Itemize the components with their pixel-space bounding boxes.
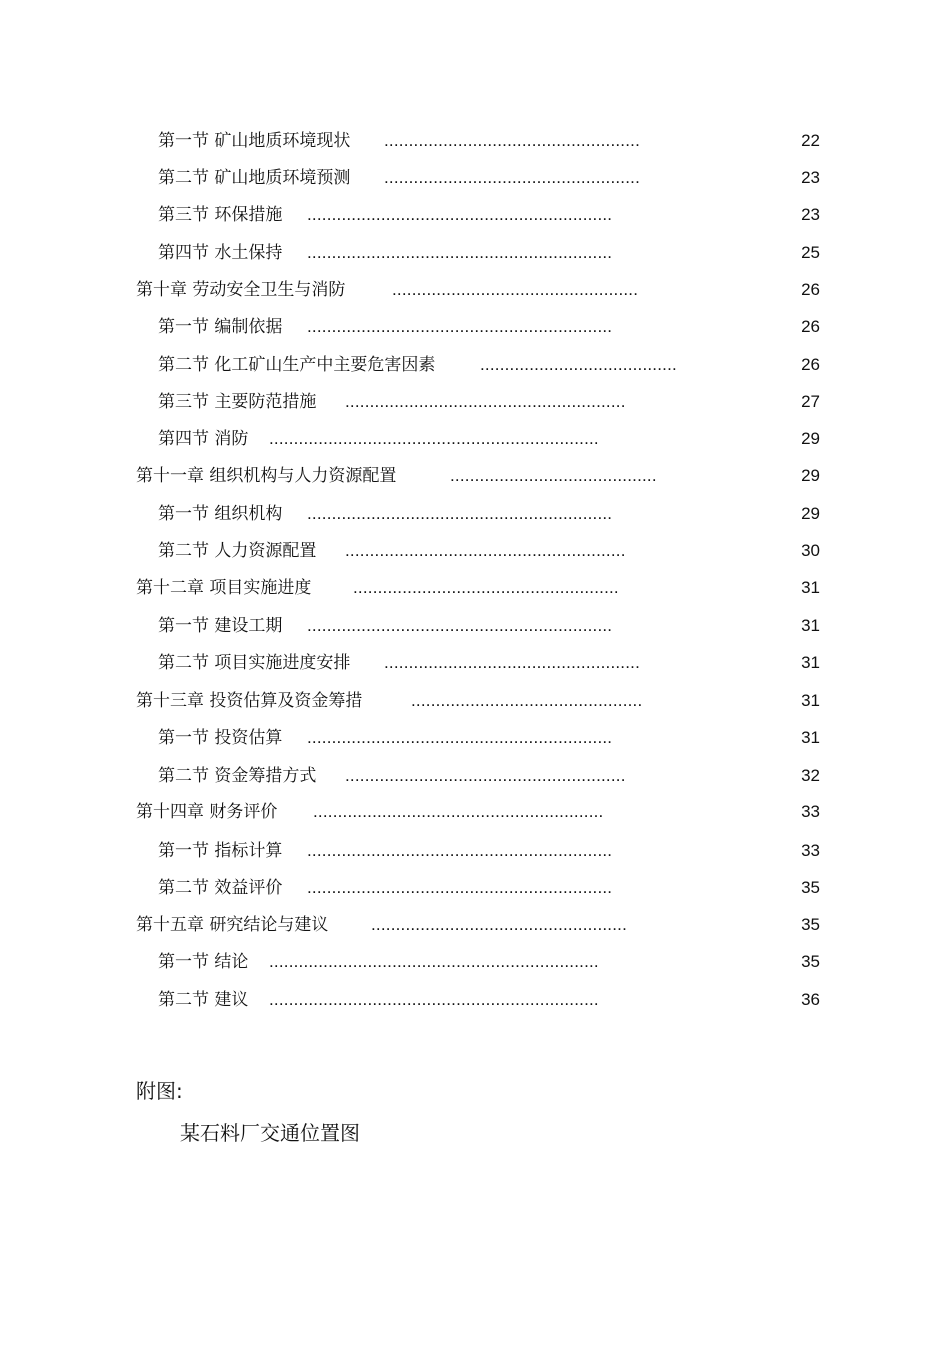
toc-entry-label: 第二节 资金筹措方式 <box>158 766 317 786</box>
toc-entry-label: 第十三章 投资估算及资金筹措 <box>136 691 363 711</box>
toc-entry-label: 第二节 化工矿山生产中主要危害因素 <box>158 355 436 375</box>
toc-entry-label: 第一节 结论 <box>158 952 249 972</box>
toc-entry[interactable] <box>0 611 950 641</box>
toc-leader-dots: .................................................. <box>392 280 639 299</box>
toc-entry[interactable] <box>0 947 950 977</box>
toc-page-number: 27 <box>801 392 820 411</box>
toc-leader-dots: .................................................... <box>384 131 641 150</box>
toc-leader-dots: .............................................................. <box>307 878 613 897</box>
toc-entry-label: 第十一章 组织机构与人力资源配置 <box>136 466 397 486</box>
toc-entry-label: 第二节 建议 <box>158 990 249 1010</box>
toc-entry[interactable] <box>0 499 950 529</box>
toc-entry-label: 第十章 劳动安全卫生与消防 <box>136 280 346 300</box>
toc-entry[interactable] <box>0 275 950 305</box>
toc-leader-dots: .............................................................. <box>307 243 613 262</box>
toc-page-number: 29 <box>801 466 820 485</box>
toc-leader-dots: .............................................................. <box>307 841 613 860</box>
toc-leader-dots: .............................................................. <box>307 504 613 523</box>
toc-entry-label: 第一节 指标计算 <box>158 841 283 861</box>
toc-page-number: 31 <box>801 691 820 710</box>
toc-entry[interactable] <box>0 797 950 827</box>
toc-entry-label: 第十五章 研究结论与建议 <box>136 915 329 935</box>
toc-page-number: 31 <box>801 728 820 747</box>
toc-page-number: 33 <box>801 802 820 821</box>
toc-entry[interactable] <box>0 836 950 866</box>
toc-entry-label: 第四节 消防 <box>158 429 249 449</box>
toc-entry-label: 第一节 建设工期 <box>158 616 283 636</box>
toc-page-number: 33 <box>801 841 820 860</box>
toc-leader-dots: ......................................................... <box>345 541 626 560</box>
toc-entry-label: 第一节 投资估算 <box>158 728 283 748</box>
toc-page-number: 30 <box>801 541 820 560</box>
toc-leader-dots: .............................................................. <box>307 616 613 635</box>
toc-entry[interactable] <box>0 873 950 903</box>
toc-leader-dots: ................................................................... <box>269 429 599 448</box>
toc-page-number: 26 <box>801 317 820 336</box>
toc-entry[interactable] <box>0 573 950 603</box>
toc-leader-dots: ......................................................... <box>345 392 626 411</box>
toc-entry[interactable] <box>0 200 950 230</box>
toc-entry-label: 第二节 项目实施进度安排 <box>158 653 351 673</box>
toc-page-number: 35 <box>801 952 820 971</box>
toc-page-number: 22 <box>801 131 820 150</box>
toc-page-number: 29 <box>801 504 820 523</box>
toc-entry[interactable] <box>0 985 950 1015</box>
toc-entry-label: 第一节 编制依据 <box>158 317 283 337</box>
toc-entry[interactable] <box>0 910 950 940</box>
toc-leader-dots: .............................................................. <box>307 728 613 747</box>
toc-page-number: 29 <box>801 429 820 448</box>
toc-leader-dots: ...................................................... <box>353 578 619 597</box>
toc-page-number: 32 <box>801 766 820 785</box>
toc-entry[interactable] <box>0 648 950 678</box>
toc-entry[interactable] <box>0 312 950 342</box>
toc-entry[interactable] <box>0 536 950 566</box>
toc-page-number: 26 <box>801 280 820 299</box>
toc-entry-label: 第十四章 财务评价 <box>136 802 278 822</box>
toc-page-number: 35 <box>801 878 820 897</box>
toc-entry[interactable] <box>0 163 950 193</box>
toc-entry-label: 第四节 水土保持 <box>158 243 283 263</box>
toc-leader-dots: .......................................... <box>450 466 657 485</box>
toc-entry[interactable] <box>0 686 950 716</box>
toc-entry[interactable] <box>0 238 950 268</box>
toc-entry-label: 第二节 矿山地质环境预测 <box>158 168 351 188</box>
toc-entry-label: 第三节 主要防范措施 <box>158 392 317 412</box>
toc-leader-dots: .................................................... <box>371 915 628 934</box>
toc-leader-dots: ................................................................... <box>269 952 599 971</box>
toc-leader-dots: ......................................................... <box>345 766 626 785</box>
toc-entry[interactable] <box>0 424 950 454</box>
appendix-item[interactable]: 某石料厂交通位置图 <box>180 1121 360 1145</box>
toc-leader-dots: .................................................... <box>384 168 641 187</box>
toc-leader-dots: .................................................... <box>384 653 641 672</box>
toc-entry[interactable] <box>0 723 950 753</box>
toc-leader-dots: ................................................................... <box>269 990 599 1009</box>
toc-page-number: 23 <box>801 205 820 224</box>
toc-entry[interactable] <box>0 350 950 380</box>
toc-entry-label: 第一节 矿山地质环境现状 <box>158 131 351 151</box>
toc-entry-label: 第一节 组织机构 <box>158 504 283 524</box>
toc-page-number: 31 <box>801 578 820 597</box>
toc-page-number: 35 <box>801 915 820 934</box>
toc-entry-label: 第十二章 项目实施进度 <box>136 578 312 598</box>
toc-entry[interactable] <box>0 461 950 491</box>
toc-entry-label: 第二节 效益评价 <box>158 878 283 898</box>
toc-leader-dots: ............................................... <box>411 691 643 710</box>
toc-page-number: 31 <box>801 653 820 672</box>
toc-entry-label: 第二节 人力资源配置 <box>158 541 317 561</box>
appendix-heading: 附图: <box>136 1079 183 1103</box>
toc-page-number: 31 <box>801 616 820 635</box>
toc-leader-dots: ........................................ <box>480 355 677 374</box>
toc-entry[interactable] <box>0 761 950 791</box>
toc-page-number: 25 <box>801 243 820 262</box>
toc-leader-dots: ........................................................... <box>313 802 604 821</box>
toc-page-number: 26 <box>801 355 820 374</box>
toc-page-number: 36 <box>801 990 820 1009</box>
toc-entry-label: 第三节 环保措施 <box>158 205 283 225</box>
toc-leader-dots: .............................................................. <box>307 205 613 224</box>
toc-entry[interactable] <box>0 126 950 156</box>
toc-leader-dots: .............................................................. <box>307 317 613 336</box>
toc-page-number: 23 <box>801 168 820 187</box>
toc-entry[interactable] <box>0 387 950 417</box>
